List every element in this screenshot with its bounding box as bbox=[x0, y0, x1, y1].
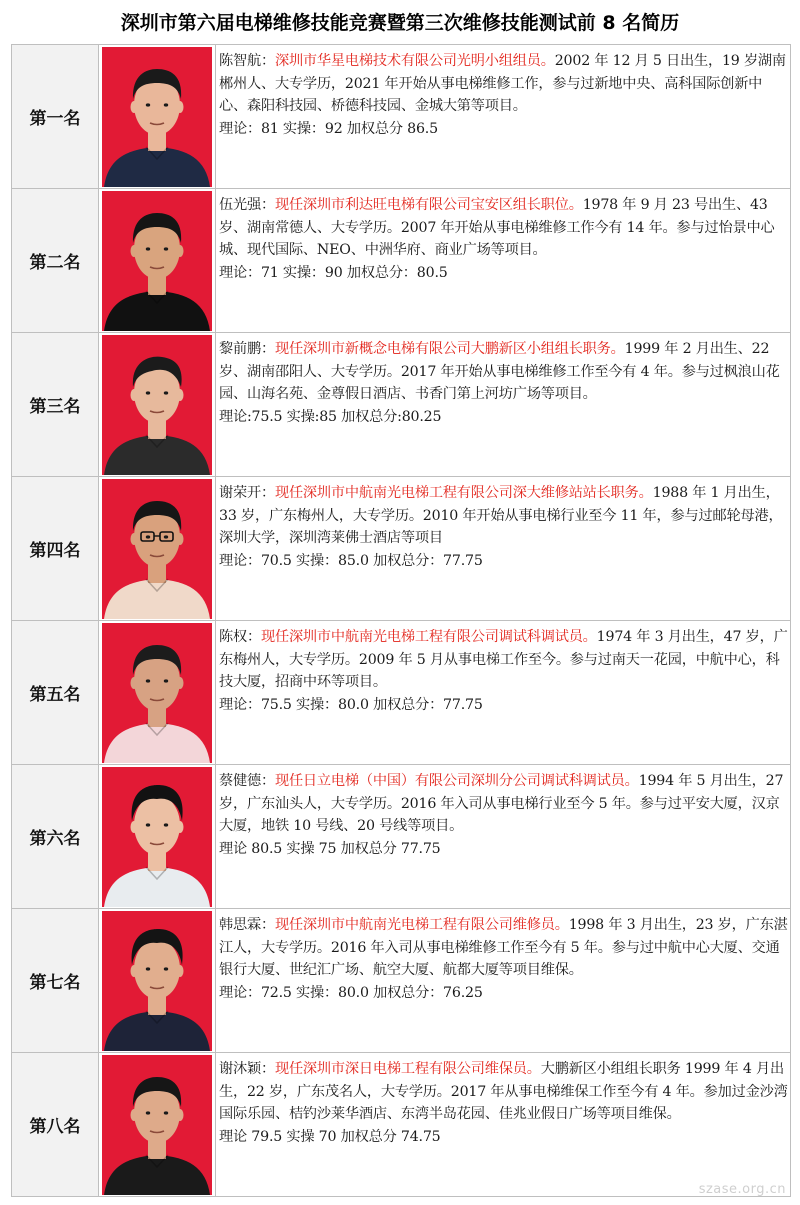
person-name: 韩思霖： bbox=[219, 917, 275, 933]
portrait-figure bbox=[102, 479, 212, 619]
right-eye-shape bbox=[164, 535, 168, 538]
job-position: 现任深圳市中航南光电梯工程有限公司调试科调试员。 bbox=[260, 629, 597, 645]
job-position: 现任深圳市中航南光电梯工程有限公司深大维修站站长职务。 bbox=[274, 485, 653, 501]
rank-label: 第六名 bbox=[12, 765, 99, 909]
bio-text: 1988 年 1 月出生，33 岁，广东梅州人，大专学历。2010 年开始从事电梯行业至今 11 年，参与过邮轮母港，深圳大学，深圳湾莱佛士酒店等项目 bbox=[219, 485, 783, 547]
resume-cell bbox=[216, 45, 791, 189]
right-eye-shape bbox=[164, 967, 168, 970]
resume-cell bbox=[216, 1053, 791, 1197]
portrait-photo bbox=[102, 623, 212, 763]
bio-text: 1974 年 3 月出生，47 岁，广东梅州人，大专学历。2009 年 5 月从事电梯工作至今。参与过南天一花园，中航中心，科技大厦，招商中环等项目。 bbox=[219, 629, 788, 691]
portrait-photo bbox=[102, 911, 212, 1051]
shirt-shape bbox=[104, 147, 210, 187]
right-eye-shape bbox=[164, 103, 168, 106]
resume-text bbox=[216, 909, 790, 1004]
left-ear-shape bbox=[131, 389, 138, 401]
resume-cell bbox=[216, 333, 791, 477]
left-ear-shape bbox=[131, 101, 138, 113]
table-row bbox=[12, 477, 791, 621]
shirt-shape bbox=[104, 1011, 210, 1051]
portrait-figure bbox=[102, 767, 212, 907]
table-row bbox=[12, 333, 791, 477]
portrait-photo bbox=[102, 479, 212, 619]
right-ear-shape bbox=[177, 821, 184, 833]
bio-text: 2002 年 12 月 5 日出生，19 岁湖南郴州人、大专学历，2021 年开始从事电梯维修工作，参与过新地中央、高科国际创新中心、森阳科技园、桥德科技园、金城大第等项目。 bbox=[219, 53, 786, 115]
shirt-shape bbox=[104, 723, 210, 763]
bio-text: 大鹏新区小组组长职务 1999 年 4 月出生，22 岁，广东茂名人，大专学历。2017 年从事电梯维保工作至今有 4 年。参加过金沙湾国际乐园、桔钓沙莱华酒店、东湾半岛花园、佳兆业假日广场等项目维保。 bbox=[219, 1061, 788, 1123]
resume-text bbox=[216, 477, 790, 572]
resume-cell bbox=[216, 621, 791, 765]
job-position: 现任日立电梯（中国）有限公司深圳分公司调试科调试员。 bbox=[274, 773, 639, 789]
photo-cell bbox=[99, 477, 216, 621]
resume-cell bbox=[216, 477, 791, 621]
job-position: 现任深圳市新概念电梯有限公司大鹏新区小组组长职务。 bbox=[274, 341, 625, 357]
right-ear-shape bbox=[177, 101, 184, 113]
bio-text: 1999 年 2 月出生、22 岁、湖南邵阳人、大专学历。2017 年开始从事电梯维修工作至今有 4 年。参与过枫浪山花园、山海名苑、金尊假日酒店、书香门第上河坊广场等项目。 bbox=[219, 341, 780, 403]
right-ear-shape bbox=[177, 965, 184, 977]
person-name: 蔡健德： bbox=[219, 773, 275, 789]
person-name: 伍光强： bbox=[219, 197, 275, 213]
resume-text bbox=[216, 765, 790, 860]
table-row bbox=[12, 189, 791, 333]
portrait-figure bbox=[102, 335, 212, 475]
job-position: 深圳市华星电梯技术有限公司光明小组组员。 bbox=[274, 53, 555, 69]
portrait-photo bbox=[102, 335, 212, 475]
rank-label: 第五名 bbox=[12, 621, 99, 765]
portrait-photo bbox=[102, 1055, 212, 1195]
score-line: 理论：70.5 实操：85.0 加权总分：77.75 bbox=[219, 552, 483, 569]
job-position: 现任深圳市深日电梯工程有限公司维保员。 bbox=[274, 1061, 541, 1077]
shirt-shape bbox=[104, 579, 210, 619]
score-line: 理论 79.5 实操 70 加权总分 74.75 bbox=[219, 1128, 441, 1145]
right-eye-shape bbox=[164, 391, 168, 394]
portrait-photo bbox=[102, 47, 212, 187]
shirt-shape bbox=[104, 867, 210, 907]
left-eye-shape bbox=[146, 103, 150, 106]
table-row bbox=[12, 1053, 791, 1197]
shirt-shape bbox=[104, 435, 210, 475]
shirt-shape bbox=[104, 291, 210, 331]
photo-cell bbox=[99, 1053, 216, 1197]
left-ear-shape bbox=[131, 533, 138, 545]
person-name: 陈权： bbox=[219, 629, 261, 645]
resume-text bbox=[216, 189, 790, 284]
portrait-figure bbox=[102, 911, 212, 1051]
score-line: 理论:75.5 实操:85 加权总分:80.25 bbox=[219, 408, 442, 425]
right-ear-shape bbox=[177, 677, 184, 689]
rank-label: 第八名 bbox=[12, 1053, 99, 1197]
table-row bbox=[12, 621, 791, 765]
page-title: 深圳市第六届电梯维修技能竞赛暨第三次维修技能测试前 8 名简历 bbox=[120, 12, 680, 34]
left-ear-shape bbox=[131, 677, 138, 689]
left-eye-shape bbox=[146, 535, 150, 538]
rank-label: 第七名 bbox=[12, 909, 99, 1053]
right-eye-shape bbox=[164, 1111, 168, 1114]
resume-text bbox=[216, 45, 790, 140]
ranking-table bbox=[11, 44, 791, 1197]
portrait-photo bbox=[102, 191, 212, 331]
portrait-figure bbox=[102, 623, 212, 763]
face-shape bbox=[134, 795, 180, 855]
score-line: 理论：72.5 实操：80.0 加权总分：76.25 bbox=[219, 984, 483, 1001]
right-eye-shape bbox=[164, 247, 168, 250]
bio-text: 1978 年 9 月 23 号出生、43 岁、湖南常德人、大专学历。2007 年开始从事电梯维修工作今有 14 年。参与过怡景中心城、现代国际、NEO、中洲华府、商业广场等项目。 bbox=[219, 197, 775, 259]
portrait-figure bbox=[102, 191, 212, 331]
left-eye-shape bbox=[146, 823, 150, 826]
left-eye-shape bbox=[146, 679, 150, 682]
job-position: 现任深圳市利达旺电梯有限公司宝安区组长职位。 bbox=[274, 197, 583, 213]
job-position: 现任深圳市中航南光电梯工程有限公司维修员。 bbox=[274, 917, 569, 933]
score-line: 理论：81 实操：92 加权总分 86.5 bbox=[219, 120, 438, 137]
table-row bbox=[12, 909, 791, 1053]
resume-text bbox=[216, 1053, 790, 1148]
resume-cell bbox=[216, 765, 791, 909]
left-eye-shape bbox=[146, 967, 150, 970]
resume-cell bbox=[216, 909, 791, 1053]
resume-text bbox=[216, 621, 790, 716]
score-line: 理论 80.5 实操 75 加权总分 77.75 bbox=[219, 840, 441, 857]
left-eye-shape bbox=[146, 1111, 150, 1114]
bio-text: 1994 年 5 月出生，27 岁，广东汕头人，大专学历。2016 年入司从事电梯行业至今 5 年。参与过平安大厦，汉京大厦，地铁 10 号线、20 号线等项目。 bbox=[219, 773, 784, 835]
photo-cell bbox=[99, 621, 216, 765]
resume-cell bbox=[216, 189, 791, 333]
portrait-figure bbox=[102, 1055, 212, 1195]
portrait-photo bbox=[102, 767, 212, 907]
rank-label: 第四名 bbox=[12, 477, 99, 621]
rank-label: 第二名 bbox=[12, 189, 99, 333]
photo-cell bbox=[99, 765, 216, 909]
right-ear-shape bbox=[177, 389, 184, 401]
score-line: 理论：75.5 实操：80.0 加权总分：77.75 bbox=[219, 696, 483, 713]
person-name: 谢沐颖： bbox=[219, 1061, 275, 1077]
right-ear-shape bbox=[177, 533, 184, 545]
score-line: 理论：71 实操：90 加权总分：80.5 bbox=[219, 264, 448, 281]
watermark: szase.org.cn bbox=[698, 1182, 786, 1197]
left-eye-shape bbox=[146, 247, 150, 250]
person-name: 谢荣开： bbox=[219, 485, 275, 501]
resume-text bbox=[216, 333, 790, 428]
photo-cell bbox=[99, 189, 216, 333]
right-eye-shape bbox=[164, 823, 168, 826]
shirt-shape bbox=[104, 1155, 210, 1195]
right-eye-shape bbox=[164, 679, 168, 682]
left-ear-shape bbox=[131, 821, 138, 833]
left-ear-shape bbox=[131, 245, 138, 257]
photo-cell bbox=[99, 909, 216, 1053]
portrait-figure bbox=[102, 47, 212, 187]
table-row bbox=[12, 45, 791, 189]
left-ear-shape bbox=[131, 1109, 138, 1121]
photo-cell bbox=[99, 333, 216, 477]
photo-cell bbox=[99, 45, 216, 189]
face-shape bbox=[134, 939, 180, 999]
rank-label: 第三名 bbox=[12, 333, 99, 477]
right-ear-shape bbox=[177, 245, 184, 257]
left-ear-shape bbox=[131, 965, 138, 977]
rank-label: 第一名 bbox=[12, 45, 99, 189]
person-name: 陈智航： bbox=[219, 53, 275, 69]
bio-text: 1998 年 3 月出生，23 岁，广东湛江人，大专学历。2016 年入司从事电梯维修工作至今有 5 年。参与过中航中心大厦、交通银行大厦、世纪汇广场、航空大厦、航都大厦等项目维保。 bbox=[219, 917, 788, 979]
left-eye-shape bbox=[146, 391, 150, 394]
table-row bbox=[12, 765, 791, 909]
person-name: 黎前鹏： bbox=[219, 341, 275, 357]
right-ear-shape bbox=[177, 1109, 184, 1121]
